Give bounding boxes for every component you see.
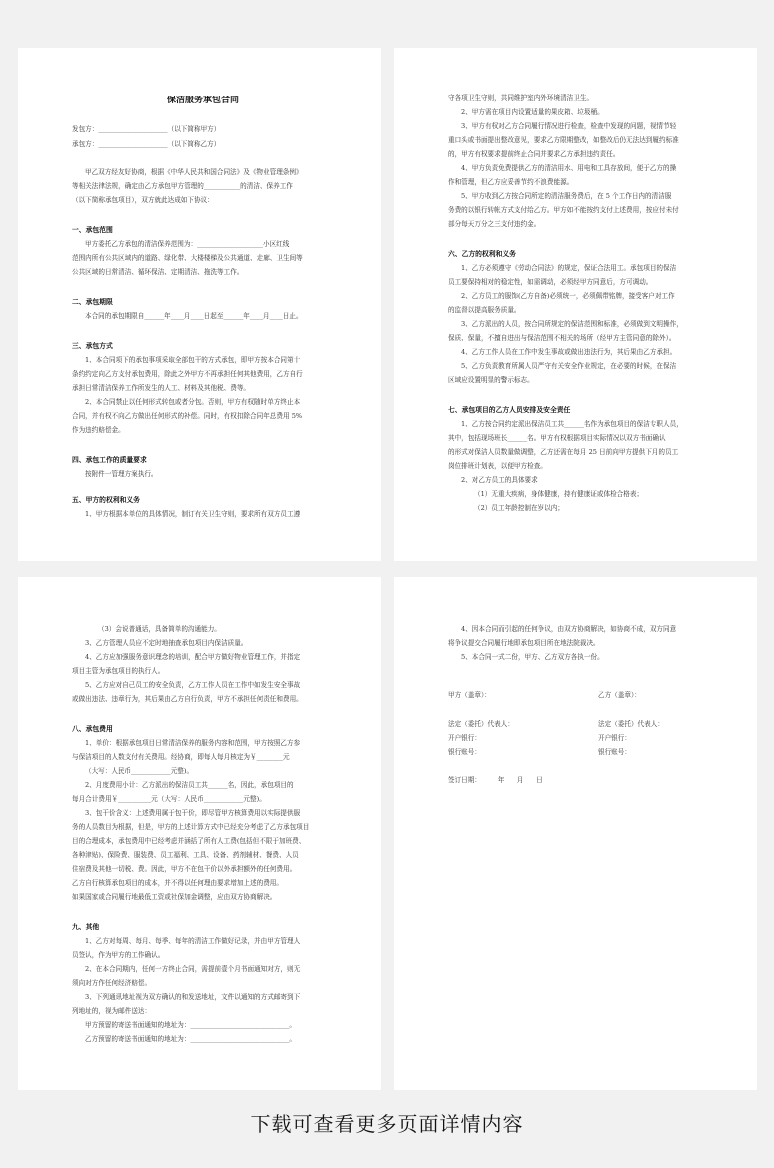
paragraph-line: 甲方预留的寄送书面通知的地址为：______________________________。 — [85, 1021, 296, 1029]
paragraph-line: 其中，包括现场班长______名。甲方有权根据项目实际情况以双方书面确认 — [448, 434, 666, 442]
section-heading: 五、甲方的权利和义务 — [72, 496, 140, 504]
paragraph-line: 2、月度费用小计：乙方派出的保洁员工共______名，因此，承包项目的 — [85, 781, 294, 789]
paragraph-line: 5、乙方应对自己员工的安全负责，乙方工作人员在工作中如发生安全事故 — [85, 681, 301, 689]
paragraph-line: 1、乙方按合同约定派出保洁员工共______名作为承包项目的保洁专职人员， — [461, 420, 683, 428]
paragraph-line: 公共区域的日常清洁、循环保洁、定期清洁、拖洗等工作。 — [72, 268, 244, 276]
paragraph-line: 5、甲方收到乙方按合同所定的清洁服务费后，在 5 个工作日内的清洁服 — [461, 192, 672, 200]
document-title: 保洁服务承包合同 — [166, 96, 239, 104]
paragraph-line: 如果国家或合同履行地最低工资或社保加金调整，应由双方协商解决。 — [72, 893, 277, 901]
paragraph-line: 3、包干价含义：上述费用属于包干价，即尽管甲方核算费用以实际提供服 — [85, 809, 301, 817]
paragraph-line: （大写：人民币____________元整)。 — [85, 767, 194, 775]
paragraph-line: 3、甲方有权对乙方合同履行情况进行检查，检查中发现的问题，视情节轻 — [461, 122, 677, 130]
paragraph-line: 1、乙方必须遵守《劳动合同法》的规定，保证合法用工。承包项目的保洁 — [461, 264, 677, 272]
paragraph-line: 或做出违法、违章行为，其后果由乙方自行负责，甲方不承担任何责任和费用。 — [72, 695, 303, 703]
section-heading: 八、承包费用 — [72, 725, 113, 733]
section-heading: 四、承包工作的质量要求 — [72, 456, 147, 464]
paragraph-line: （1）无重大疾病，身体健康，持有健康证或体检合格表； — [474, 490, 644, 498]
paragraph-line: 保质、保量，不擅自进出与保洁范围不相关的场所（经甲方主管同意的除外）。 — [448, 334, 676, 342]
paragraph-line: 1、甲方根据本单位的具体情况，制订有关卫生守则，要求所有双方员工遵 — [85, 510, 301, 518]
paragraph-line: 将争议提交合同履行地即承包项目所在地法院裁决。 — [448, 639, 600, 647]
paragraph-line: 的，甲方有权要求提前终止合同并要求乙方承担违约责任。 — [448, 150, 620, 158]
section-heading: 七、承包项目的乙方人员安排及安全责任 — [448, 406, 571, 414]
paragraph-line: 甲乙双方经友好协商，根据《中华人民共和国合同法》及《物业管理条例》 — [85, 168, 303, 176]
paragraph-line: 须向对方作任何经济赔偿。 — [72, 979, 152, 987]
paragraph-line: （3）会说普通话，具备简单的沟通能力。 — [98, 625, 221, 633]
paragraph-line: 员工要保持相对的稳定性，如需调动，必须经甲方同意后，方可调动。 — [448, 278, 653, 286]
paragraph-line: 的形式对保洁人员数量做调整，乙方还需在每月 25 日前向甲方提供下月的员工 — [448, 448, 679, 456]
paragraph-line: （2）员工年龄控制在岁以内； — [474, 504, 564, 512]
paragraph-line: 3、下列通讯地址视为双方确认的和发送地址，文件以通知的方式邮寄到下 — [85, 993, 301, 1001]
party-a-account-label: 银行账号： — [448, 748, 481, 756]
paragraph-line: 甲方委托乙方承包的清洁保养范围为：____________________小区红线 — [85, 240, 290, 248]
party-b-rep-label: 法定（委托）代表人： — [598, 720, 664, 728]
paragraph-line: 合同，并有权不向乙方做出任何形式的补偿。同时，有权扣除合同年总费用 5% — [72, 412, 303, 420]
document-page-2 — [394, 48, 757, 561]
party-b-bank-label: 开户银行： — [598, 734, 631, 742]
paragraph-line: 守各项卫生守则，共同维护室内外环境清洁卫生。 — [448, 94, 594, 102]
paragraph-line: 2、本合同禁止以任何形式转包或者分包。否则，甲方有权随时单方终止本 — [85, 398, 301, 406]
paragraph-line: 区域应设置明显的警示标志。 — [448, 376, 534, 384]
paragraph-line: 2、乙方员工的服饰(乙方自备)必须统一，必须佩带铭牌，接受客户对工作 — [461, 292, 675, 300]
paragraph-line: 重口头或书面提出整改意见，要求乙方限期整改，如整改后仍无法达到履约标准 — [448, 136, 679, 144]
paragraph-line: 4、乙方应加强服务意识理念的培训，配合甲方做好物业管理工作，并指定 — [85, 653, 301, 661]
paragraph-line: 3、乙方派出的人员，按合同所规定的保洁范围和标准，必须做到文明操作， — [461, 320, 683, 328]
paragraph-line: 目的合理成本，承包费用中已经考虑并涵括了所有人工费(包括但不限于加班费、 — [72, 837, 306, 845]
paragraph-line: 项目主管为承包项目的执行人。 — [72, 667, 165, 675]
paragraph-line: 与保洁项目的人数支付有关费用。经协商，即每人每月核定为￥________元 — [72, 753, 290, 761]
paragraph-line: 等相关法律法规，确定由乙方承包甲方管理的___________的清洁、保养工作 — [72, 182, 293, 190]
document-page-3 — [18, 577, 381, 1090]
paragraph-line: 务的人员数目为根据，但是，甲方的上述计算方式中已经充分考虑了乙方承包项目 — [72, 823, 310, 831]
paragraph-line: 乙方预留的寄送书面通知的地址为：______________________________。 — [85, 1035, 296, 1043]
paragraph-line: 1、单价：根据承包项目日常清洁保养的服务内容和范围，甲方按照乙方参 — [85, 739, 301, 747]
paragraph-line: 发包方：_____________________（以下简称甲方） — [72, 125, 221, 133]
paragraph-line: 部分每天万分之三支付违约金。 — [448, 220, 541, 228]
paragraph-line: 务费的以银行转帐方式支付给乙方。甲方如不能按约支付上述费用，按应付未付 — [448, 206, 679, 214]
party-b-account-label: 银行账号： — [598, 748, 631, 756]
paragraph-line: 承担日常清洁保养工作所发生的人工、材料及其他税、费等。 — [72, 384, 251, 392]
paragraph-line: 每月合计费用￥__________元（大写：人民币____________元整)。 — [72, 795, 266, 803]
paragraph-line: 1、本合同项下的承包事项采取全部包干的方式承包，即甲方按本合同第十 — [85, 356, 301, 364]
paragraph-line: 作为违约赔偿金。 — [72, 426, 125, 434]
download-more-footer: 下载可查看更多页面详情内容 — [250, 1112, 524, 1136]
party-a-bank-label: 开户银行： — [448, 734, 481, 742]
paragraph-line: 5、乙方负责教育所属人员严守有关安全作业规定，在必要的时候，在保洁 — [461, 362, 677, 370]
paragraph-line: 列地址的，视为邮件送达： — [72, 1007, 152, 1015]
party-a-rep-label: 法定（委托）代表人： — [448, 720, 514, 728]
paragraph-line: 本合同的承包期限自______年____月____日起至______年____月____日止。 — [85, 312, 303, 320]
paragraph-line: 2、对乙方员工的具体要求 — [461, 476, 538, 484]
paragraph-line: 承包方：_____________________（以下简称乙方） — [72, 140, 221, 148]
paragraph-line: 范围内所有公共区域内的道路、绿化带、大楼楼梯及公共通道、走廊、卫生间等 — [72, 254, 303, 262]
paragraph-line: 作和管理，但乙方应妥善节约不浪费能源。 — [448, 178, 574, 186]
document-page-4 — [394, 577, 757, 1090]
paragraph-line: 2、在本合同期内，任何一方终止合同，需提前壹个月书面通知对方，则无 — [85, 965, 301, 973]
paragraph-line: 岗位排班计划表，以便甲方检查。 — [448, 462, 547, 470]
paragraph-line: 各种津贴)、保险费、服装费、员工福利、工具、设备、药剂辅材、餐费、人员 — [72, 851, 299, 859]
section-heading: 三、承包方式 — [72, 342, 113, 350]
section-heading: 六、乙方的权利和义务 — [448, 250, 516, 258]
paragraph-line: 的监督以提高服务质量。 — [448, 306, 521, 314]
paragraph-line: 2、甲方需在项目内设置适量的果皮箱、垃圾桶。 — [461, 108, 604, 116]
paragraph-line: 4、因本合同而引起的任何争议，由双方协商解决，如协商不成，双方同意 — [461, 625, 677, 633]
party-a-seal-label: 甲方（盖章）： — [448, 691, 491, 699]
paragraph-line: 5、本合同一式二份，甲方、乙方双方各执一份。 — [461, 653, 604, 661]
paragraph-line: 3、乙方管理人员应不定时地抽查承包项目内保洁质量。 — [85, 639, 248, 647]
paragraph-line: 4、甲方负责免费提供乙方的清洁用水、用电和工具存放间，便于乙方的操 — [461, 164, 677, 172]
section-heading: 九、其他 — [72, 923, 100, 931]
paragraph-line: 按附件一管理方案执行。 — [85, 470, 158, 478]
sign-date-label: 签订日期： 年 月 日 — [448, 776, 543, 784]
section-heading: 一、承包范围 — [72, 226, 113, 234]
paragraph-line: 乙方自行核算承包项目的成本，并不得以任何理由要求增加上述的费用。 — [72, 879, 283, 887]
paragraph-line: 员签认，作为甲方的工作确认。 — [72, 951, 165, 959]
party-b-seal-label: 乙方（盖章）： — [598, 691, 641, 699]
paragraph-line: 条约约定向乙方支付承包费用，除此之外甲方不再承担任何其他费用，乙方自行 — [72, 370, 303, 378]
paragraph-line: 住宿费及其他一切税、费。因此，甲方不在包干价以外承担额外的任何费用。 — [72, 865, 297, 873]
paragraph-line: 1、乙方对每周、每月、每季、每年的清洁工作做好记录，并由甲方管理人 — [85, 937, 301, 945]
paragraph-line: 4、乙方工作人员在工作中发生事故或做出违法行为，其后果由乙方承担。 — [461, 348, 677, 356]
section-heading: 二、承包期限 — [72, 298, 113, 306]
document-page-1 — [18, 48, 381, 561]
paragraph-line: （以下简称承包项目），双方就此达成如下协议： — [72, 196, 214, 204]
